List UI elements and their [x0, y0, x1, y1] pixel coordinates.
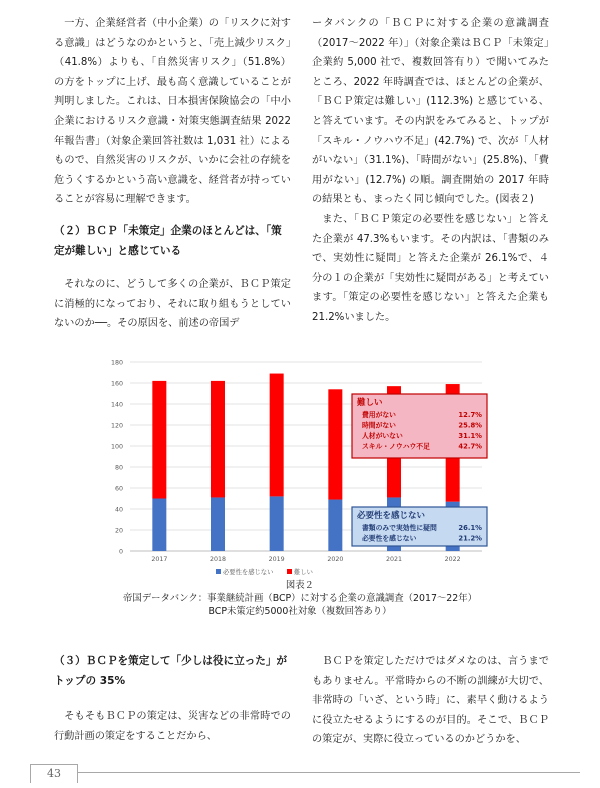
annotation-difficult-title: 難しい — [357, 398, 383, 408]
legend-swatch — [216, 569, 221, 574]
annotation-item-value: 21.2% — [458, 534, 482, 543]
caption-title: 図表２ — [285, 580, 315, 591]
chart-legend — [216, 567, 313, 576]
right-column-upper — [312, 14, 549, 328]
y-tick-label: 0 — [118, 548, 123, 556]
legend-label: 難しい — [294, 569, 313, 576]
y-tick-label: 140 — [110, 401, 123, 409]
section-heading-3 — [54, 652, 294, 691]
paragraph-no-need: また、「ＢＣＰ策定の必要性を感じない」と答えた企業が 47.3%もいます。その内訳は、「書類のみで、実効性に疑問」と答えた企業が 26.1%で、４分の１の企業が「実効性に疑問がある」と考えています。「策定の必要性を感じない」と答えた企業も21.2%いました。 — [312, 213, 549, 323]
annotation-item-label: 時間がない — [362, 421, 396, 430]
x-tick-label: 2019 — [268, 556, 285, 563]
annotation-item-label: 費用がない — [362, 411, 396, 419]
x-tick-label: 2021 — [385, 556, 403, 563]
paragraph-training: ＢＣＰを策定しただけではダメなのは、言うまでもありません。平常時からの不断の訓練が大切で、非常時の「いざ、という時」に、素早く動けるように役立たせるようにするのが目的。そこで、ＢＣＰの策定が、実際に役立っているのかどうかを、 — [312, 656, 549, 746]
annotation-item-label: スキル・ノウハウ不足 — [362, 442, 430, 451]
section-heading-2-line2: 定が難しい」と感じている — [54, 244, 182, 257]
annotation-item-label: 書類のみで実効性に疑問 — [362, 524, 437, 532]
x-tick-label: 2018 — [209, 556, 227, 563]
section-heading-3-line2: トップの 35% — [54, 674, 126, 687]
left-column-lower — [54, 707, 291, 746]
legend-label: 必要性を感じない — [223, 569, 274, 576]
annotation-item-label: 必要性を感じない — [362, 534, 417, 543]
chart-y-ticks — [111, 360, 123, 556]
y-tick-label: 100 — [110, 443, 123, 451]
y-tick-label: 60 — [114, 485, 123, 493]
right-column-lower — [312, 652, 549, 750]
chart-annotations — [352, 394, 487, 546]
annotation-item-value: 26.1% — [458, 524, 482, 532]
paragraph-risk-awareness: 一方、企業経営者（中小企業）の「リスクに対する意識」はどうなのかというと、「売上減少リスク」（41.8%）よりも、「自然災害リスク」（51.8%）の方をトップに上げ、最も高く意識していることが判明しました。これは、日本損害保険協会の「中小企業におけるリスク意識・対策実態調査結果 2022 年報告書」（対象企業回答社数は 1,031 社）によるもので、自然災害のリスクが、いかに会社の存続を危うくするかという高い意識を、経営者が持っていることが容易に理解できます。 — [54, 18, 291, 206]
annotation-item-value: 25.8% — [458, 421, 482, 430]
x-tick-label: 2022 — [444, 556, 461, 563]
figure-caption — [60, 579, 540, 618]
y-tick-label: 160 — [110, 380, 123, 388]
y-tick-label: 120 — [110, 422, 123, 430]
bar-segment — [211, 381, 225, 498]
bar-segment — [211, 497, 225, 551]
paragraph-reluctance: それなのに、どうして多くの企業が、ＢＣＰ策定に消極的になっており、それに取り組もうとしていないのか──。その原因を、前述の帝国デ — [54, 279, 291, 330]
chart-x-labels — [151, 556, 460, 563]
annotation-unnecessary — [352, 507, 487, 546]
annotation-item-label: 人材がいない — [362, 432, 403, 440]
left-column-middle — [54, 275, 291, 334]
bar-segment — [328, 389, 342, 499]
y-tick-label: 20 — [114, 527, 123, 535]
caption-line2: BCP未策定約5000社対象（複数回答あり） — [208, 606, 392, 617]
section-heading-2-line1: （２）ＢＣＰ「未策定」企業のほとんどは、「策 — [54, 225, 282, 237]
section-heading-2 — [54, 222, 294, 261]
page-number: 43 — [30, 764, 78, 783]
section-heading-3-line1: （３）ＢＣＰを策定して「少しは役に立った」が — [54, 655, 288, 667]
annotation-item-value: 12.7% — [458, 411, 482, 419]
bar-segment — [270, 374, 284, 497]
annotation-item-value: 42.7% — [458, 442, 482, 451]
legend-swatch — [287, 569, 292, 574]
y-tick-label: 40 — [114, 506, 123, 514]
bar-segment — [328, 500, 342, 551]
bcp-stacked-bar-chart — [100, 352, 500, 582]
x-tick-label: 2020 — [327, 556, 344, 563]
bar-segment — [152, 499, 166, 552]
y-tick-label: 80 — [114, 464, 123, 472]
left-column-upper — [54, 14, 291, 210]
bar-segment — [270, 496, 284, 551]
annotation-item-value: 31.1% — [458, 432, 482, 440]
caption-line1: 帝国データバンク：事業継続計画（BCP）に対する企業の意識調査（2017〜22年） — [123, 593, 477, 604]
bar-segment — [152, 381, 166, 499]
annotation-unnecessary-title: 必要性を感じない — [357, 511, 426, 521]
y-tick-label: 180 — [110, 359, 123, 367]
footer-rule — [40, 772, 580, 773]
paragraph-survey-results: ータバンクの「ＢＣＰに対する企業の意識調査（2017〜2022 年）」（対象企業はＢＣＰ「未策定」企業約 5,000 社で、複数回答有り）で聞いてみたところ、2022 年時調査では、ほとんどの企業が、「ＢＣＰ策定は難しい」(112.3%) と感じている、と答えています。その内訳をみてみると、トップが「スキル・ノウハウ不足」(42.7%) で、次が「人材がいない」（31.1%)、「時間がない」(25.8%)、「費用がない」(12.7%) の順。調査開始の 2017 年時の結果とも、まったく同じ傾向でした。(図表２) — [312, 18, 549, 206]
x-tick-label: 2017 — [151, 556, 168, 563]
annotation-difficult — [352, 394, 487, 458]
paragraph-bcp-definition: そもそもＢＣＰの策定は、災害などの非常時での行動計画の策定をすることだから、 — [54, 711, 291, 742]
